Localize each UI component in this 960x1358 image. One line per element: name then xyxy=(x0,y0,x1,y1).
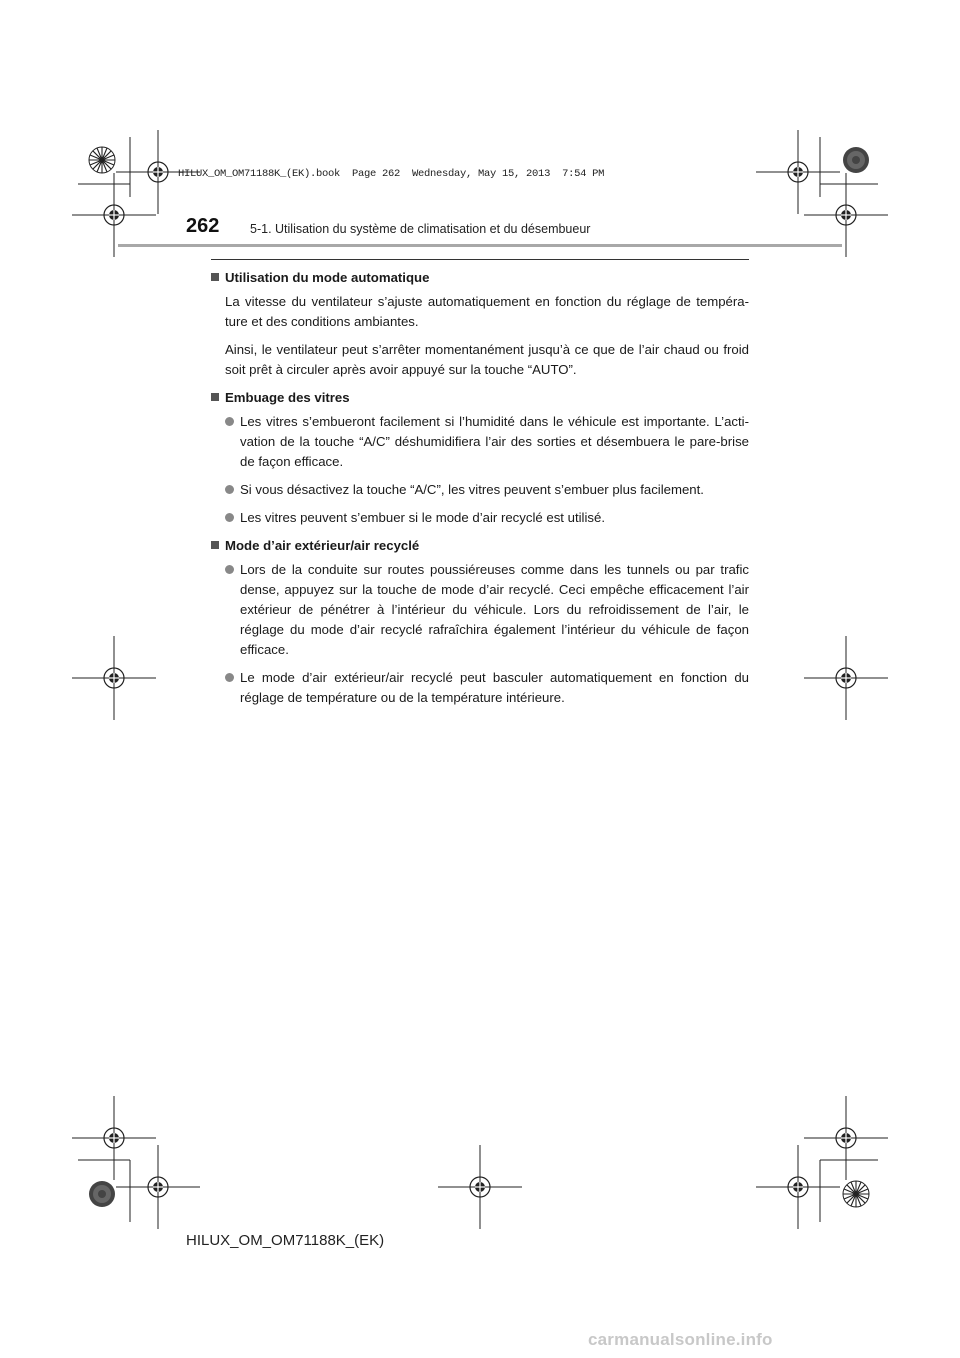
circle-bullet-icon xyxy=(225,417,234,426)
file-stamp: HILUX_OM_OM71188K_(EK).book Page 262 Wednesday, May 15, 2013 7:54 PM xyxy=(178,168,605,180)
list-item xyxy=(225,668,749,708)
paragraph: Ainsi, le ventilateur peut s’arrêter momentanément jusqu’à ce que de l’air chaud ou froid soit prêt à circuler après avoir appuyé sur la touche “AUTO”. xyxy=(225,342,749,377)
circle-bullet-icon xyxy=(225,513,234,522)
list-item-text: Les vitres s’embueront facilement si l’humidité dans le véhicule est importante. L’acti-vation de la touche “A/C” déshumidifiera l’air des sorties et désembuera le pare-brise de façon efficace. xyxy=(240,414,749,469)
content-rule xyxy=(211,259,749,260)
list-item xyxy=(225,412,749,472)
heading-text: Utilisation du mode automatique xyxy=(225,270,430,285)
section-automatic-mode xyxy=(211,268,749,380)
section-window-fogging xyxy=(211,388,749,528)
page-number: 262 xyxy=(186,215,220,237)
section-heading xyxy=(211,268,749,288)
circle-bullet-icon xyxy=(225,565,234,574)
section-heading xyxy=(211,388,749,408)
page-content xyxy=(211,268,749,716)
footer-document-code: HILUX_OM_OM71188K_(EK) xyxy=(186,1232,385,1249)
list-item-text: Le mode d’air extérieur/air recyclé peut basculer automatiquement en fonction du réglage de température ou de la température intérieure. xyxy=(240,670,749,705)
header-rule xyxy=(118,244,842,247)
list-item xyxy=(225,560,749,660)
square-bullet-icon xyxy=(211,541,219,549)
section-heading xyxy=(211,536,749,556)
section-air-mode xyxy=(211,536,749,708)
circle-bullet-icon xyxy=(225,485,234,494)
list-item xyxy=(225,480,749,500)
list-item-text: Lors de la conduite sur routes poussiéreuses comme dans les tunnels ou par trafic dense, appuyez sur la touche de mode d’air recyclé. Ceci empêche efficacement l’air extérieur de pénétrer à l’intérieur du véhicule. Lors du refroidissement de l’air, le réglage du mode d’air recyclé rafraîchira également l’intérieur du véhicule de façon efficace. xyxy=(240,562,749,657)
section-title: 5-1. Utilisation du système de climatisation et du désembueur xyxy=(250,222,591,236)
paragraph: La vitesse du ventilateur s’ajuste automatiquement en fonction du réglage de tempéra-ture et des conditions ambiantes. xyxy=(225,294,749,329)
list-item xyxy=(225,508,749,528)
heading-text: Mode d’air extérieur/air recyclé xyxy=(225,538,420,553)
square-bullet-icon xyxy=(211,393,219,401)
heading-text: Embuage des vitres xyxy=(225,390,350,405)
watermark: carmanualsonline.info xyxy=(588,1330,773,1349)
circle-bullet-icon xyxy=(225,673,234,682)
list-item-text: Les vitres peuvent s’embuer si le mode d’air recyclé est utilisé. xyxy=(240,510,606,525)
square-bullet-icon xyxy=(211,273,219,281)
list-item-text: Si vous désactivez la touche “A/C”, les vitres peuvent s’embuer plus facilement. xyxy=(240,482,704,497)
